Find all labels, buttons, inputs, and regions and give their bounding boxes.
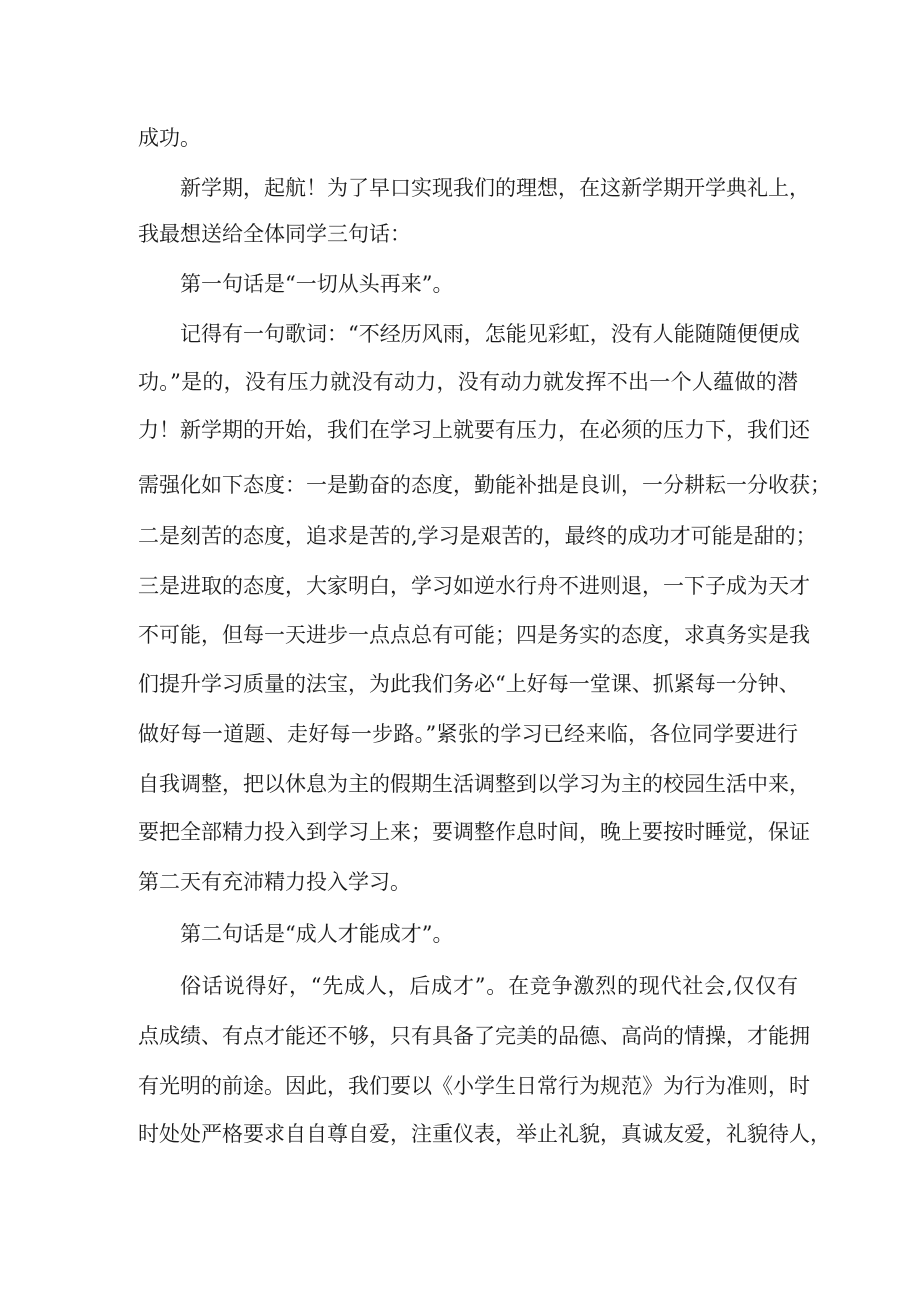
text-line: 不可能，但每一天进步一点点总有可能；四是务实的态度，求真务实是我 (138, 623, 810, 647)
text-line: 做好每一道题、走好每一步路。”紧张的学习已经来临，各位同学要进行 (138, 722, 798, 746)
text-line: 点成绩、有点才能还不够，只有具备了完美的品德、高尚的情操，才能拥 (138, 1024, 810, 1048)
text-line: 成功。 (138, 126, 201, 150)
text-line: 力！新学期的开始，我们在学习上就要有压力，在必须的压力下，我们还 (138, 418, 810, 442)
text-line: 我最想送给全体同学三句话： (138, 222, 411, 246)
text-line: 要把全部精力投入到学习上来；要调整作息时间，晚上要按时睡觉，保证 (138, 820, 810, 844)
text-line: 二是刻苦的态度，追求是苦的,学习是艰苦的，最终的成功才可能是甜的； (138, 524, 817, 548)
text-line: 功。”是的，没有压力就没有动力，没有动力就发挥不出一个人蕴做的潜 (138, 370, 798, 394)
text-line: 时处处严格要求自自尊自爱，注重仪表，举止礼貌，真诚友爱，礼貌待人， (138, 1122, 831, 1146)
text-line: 自我调整，把以休息为主的假期生活调整到以学习为主的校园生活中来， (138, 772, 810, 796)
text-line: 三是进取的态度，大家明白，学习如逆水行舟不进则退，一下子成为天才 (138, 574, 810, 598)
section-heading: 第二句话是“成人才能成才”。 (180, 922, 454, 946)
paragraph-first-line: 新学期，起航！为了早口实现我们的理想，在这新学期开学典礼上， (180, 176, 810, 200)
paragraph-first-line: 记得有一句歌词：“不经历风雨，怎能见彩虹，没有人能随随便便成 (180, 322, 800, 346)
text-line: 有光明的前途。因此，我们要以《小学生日常行为规范》为行为准则，时 (138, 1074, 810, 1098)
text-line: 第二天有充沛精力投入学习。 (138, 870, 411, 894)
text-line: 需强化如下态度：一是勤奋的态度，勤能补拙是良训，一分耕耘一分收获； (138, 473, 831, 497)
section-heading: 第一句话是“一切从头再来”。 (180, 272, 454, 296)
text-line: 们提升学习质量的法宝，为此我们务必“上好每一堂课、抓紧每一分钟、 (138, 672, 800, 696)
paragraph-first-line: 俗话说得好，“先成人，后成才”。在竞争激烈的现代社会,仅仅有 (180, 974, 798, 998)
